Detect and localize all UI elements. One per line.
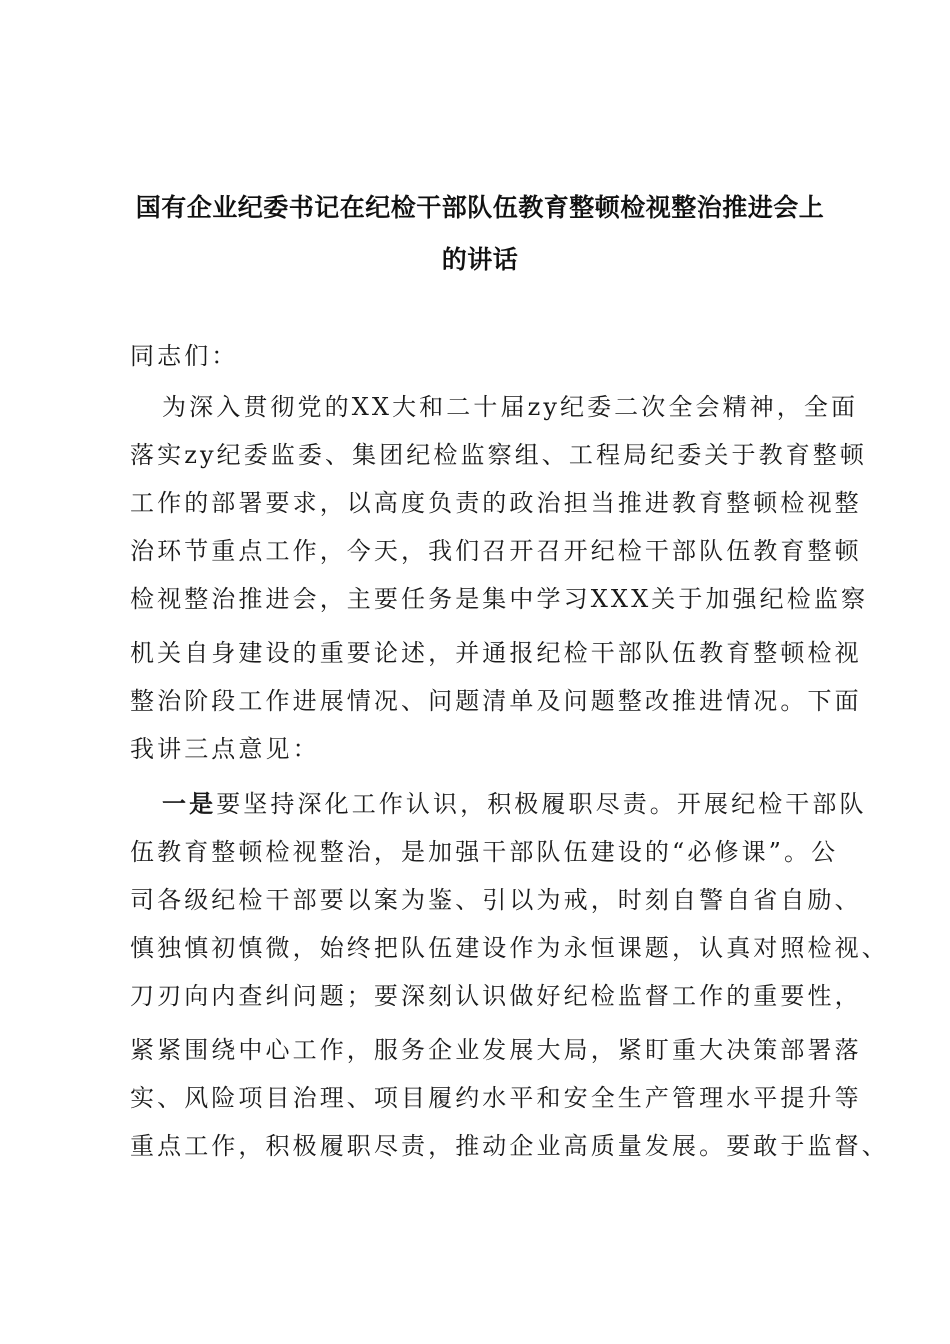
paragraph-1-line: 机关自身建设的重要论述，并通报纪检干部队伍教育整顿检视	[130, 639, 862, 667]
paragraph-2-first-text: 要坚持深化工作认识，积极履职尽责。开展纪检干部队	[216, 790, 867, 818]
paragraph-2-line: 刀刃向内查纠问题；要深刻认识做好纪检监督工作的重要性，	[130, 982, 862, 1010]
paragraph-1-line: 为深入贯彻党的XX大和二十届zy纪委二次全会精神，全面	[162, 393, 859, 421]
paragraph-1-line: 我讲三点意见：	[130, 735, 320, 763]
paragraph-2-line: 伍教育整顿检视整治，是加强干部队伍建设的“必修课”。公	[130, 838, 839, 866]
paragraph-2-line: 重点工作，积极履职尽责，推动企业高质量发展。要敢于监督、	[130, 1132, 889, 1160]
paragraph-2-first-line	[162, 789, 867, 819]
paragraph-2-line: 实、风险项目治理、项目履约水平和安全生产管理水平提升等	[130, 1084, 862, 1112]
paragraph-1-line: 工作的部署要求，以高度负责的政治担当推进教育整顿检视整	[130, 489, 862, 517]
document-title-line-1: 国有企业纪委书记在纪检干部队伍教育整顿检视整治推进会上	[135, 193, 825, 222]
paragraph-2-line: 司各级纪检干部要以案为鉴、引以为戒，时刻自警自省自励、	[130, 886, 862, 914]
paragraph-2-lead: 一是	[162, 789, 217, 818]
paragraph-1-line: 整治阶段工作进展情况、问题清单及问题整改推进情况。下面	[130, 687, 862, 715]
paragraph-2-line: 紧紧围绕中心工作，服务企业发展大局，紧盯重大决策部署落	[130, 1036, 862, 1064]
document-title-line-2: 的讲话	[441, 245, 519, 274]
paragraph-2-line: 慎独慎初慎微，始终把队伍建设作为永恒课题，认真对照检视、	[130, 934, 889, 962]
paragraph-1-line: 检视整治推进会，主要任务是集中学习XXX关于加强纪检监察	[130, 585, 869, 613]
paragraph-1-line: 落实zy纪委监委、集团纪检监察组、工程局纪委关于教育整顿	[130, 441, 868, 469]
greeting: 同志们：	[130, 342, 239, 370]
paragraph-1-line: 治环节重点工作，今天，我们召开召开纪检干部队伍教育整顿	[130, 537, 862, 565]
